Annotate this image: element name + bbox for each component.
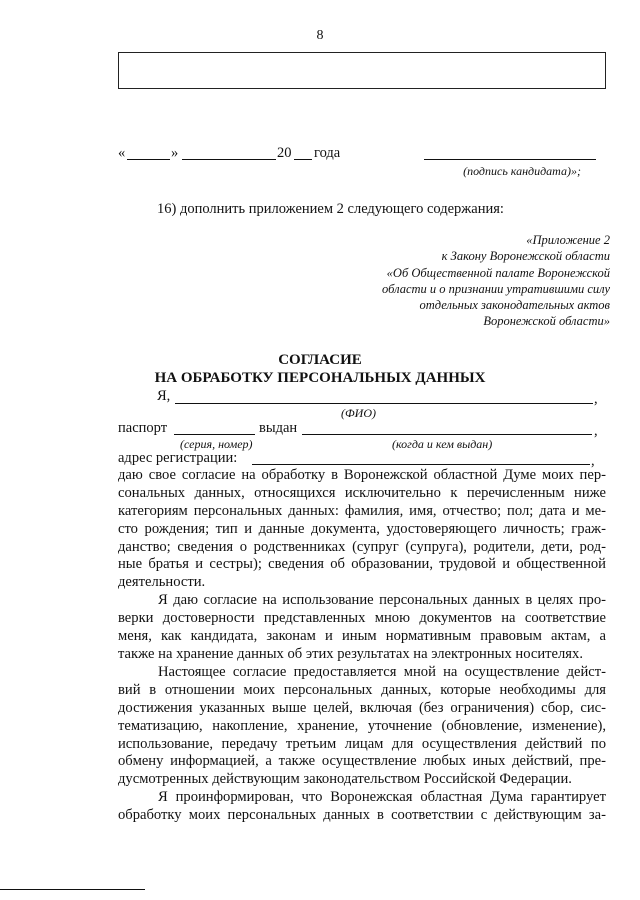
paragraph-line: верки достоверности представленных мною документов на соответствие [118,609,606,626]
amendment-instruction: 16) дополнить приложением 2 следующего содержания: [157,201,504,217]
passport-caption: (серия, номер) [180,437,253,451]
document-title-line-2: НА ОБРАБОТКУ ПЕРСОНАЛЬНЫХ ДАННЫХ [154,370,486,386]
annex-line-5: отдельных законодательных актов [419,298,610,313]
consent-paragraph-1 [118,467,606,592]
consent-paragraph-2 [118,592,606,664]
empty-frame-box [118,52,606,89]
paragraph-line: обработку моих персональных данных в соответствии с действующим за- [118,806,606,823]
paragraph-line: меня, как кандидата, законам и иным нормативным правовым актам, а [118,627,606,644]
paragraph-line: Я даю согласие на использование персональных данных в целях про- [158,592,606,608]
paragraph-line: дусмотренных действующим законодательством Российской Федерации. [118,771,572,788]
paragraph-line: Настоящее согласие предоставляется мной на осуществление дейст- [158,664,606,680]
consent-paragraph-3 [118,664,606,789]
paragraph-line: даю свое согласие на обработку в Воронежской областной Думе моих пер- [118,467,606,483]
paragraph-line: вий в отношении моих персональных данных, которые необходимы для [118,681,606,698]
address-label: адрес регистрации: [118,450,238,466]
paragraph-line: данство; сведения о родственниках (супруг (супруга), родители, дети, род- [118,538,606,555]
paragraph-line: также на хранение данных об этих результатах на электронных носителях. [118,645,583,662]
passport-blank-line [174,434,255,435]
document-title-line-1: СОГЛАСИЕ [278,352,362,368]
paragraph-line: деятельности. [118,574,206,591]
annex-line-2: к Закону Воронежской области [441,249,610,264]
annex-line-1: «Приложение 2 [526,233,610,247]
annex-line-4: области и о признании утратившими силу [382,281,610,296]
quote-close: » [171,145,179,161]
passport-label: паспорт [118,420,168,436]
paragraph-line: достижения указанных выше целей, включая (без ограничения) сбор, сис- [118,699,606,716]
issued-blank-line [302,434,592,435]
consent-paragraph-4 [118,789,606,825]
issued-label: выдан [259,420,298,436]
paragraph-line: обмену информацией, а также осуществление любых иных действий, пре- [118,753,606,770]
fio-blank-line [175,403,593,404]
fio-comma: , [594,391,598,407]
i-label: Я, [157,388,171,404]
paragraph-line: категориям персональных данных: фамилия, имя, отчество; пол; дата и ме- [118,502,606,519]
fio-caption: (ФИО) [341,406,376,420]
page-number: 8 [316,28,324,43]
footer-rule [0,889,145,890]
paragraph-line: тематизацию, накопление, хранение, уточнение (обновление, изменение), [118,717,606,734]
address-comma: , [591,453,595,469]
issued-caption: (когда и кем выдан) [392,437,493,451]
year-prefix: 20 [277,145,292,161]
paragraph-line: использование, передачу третьим лицам для осуществления действий по [118,735,606,752]
quote-open: « [118,145,126,161]
paragraph-line: Я проинформирован, что Воронежская областная Дума гарантирует [158,789,606,805]
paragraph-line: ные братья и сестры); сведения об образовании, трудовой и общественной [118,556,606,573]
day-blank-line [127,159,170,160]
annex-line-3: «Об Общественной палате Воронежской [386,265,610,280]
issued-comma: , [594,423,598,439]
year-blank-line [294,159,312,160]
signature-caption: (подпись кандидата)»; [463,164,581,178]
paragraph-line: сональных данных, относящихся исключительно к перечисленным ниже [118,484,606,501]
signature-blank-line [424,159,596,160]
paragraph-line: сто рождения; тип и данные документа, удостоверяющего личность; граж- [118,520,606,537]
annex-header [330,232,610,330]
address-blank-line [252,464,590,465]
year-suffix: года [314,145,341,161]
month-blank-line [182,159,276,160]
annex-line-6: Воронежской области» [483,314,610,329]
